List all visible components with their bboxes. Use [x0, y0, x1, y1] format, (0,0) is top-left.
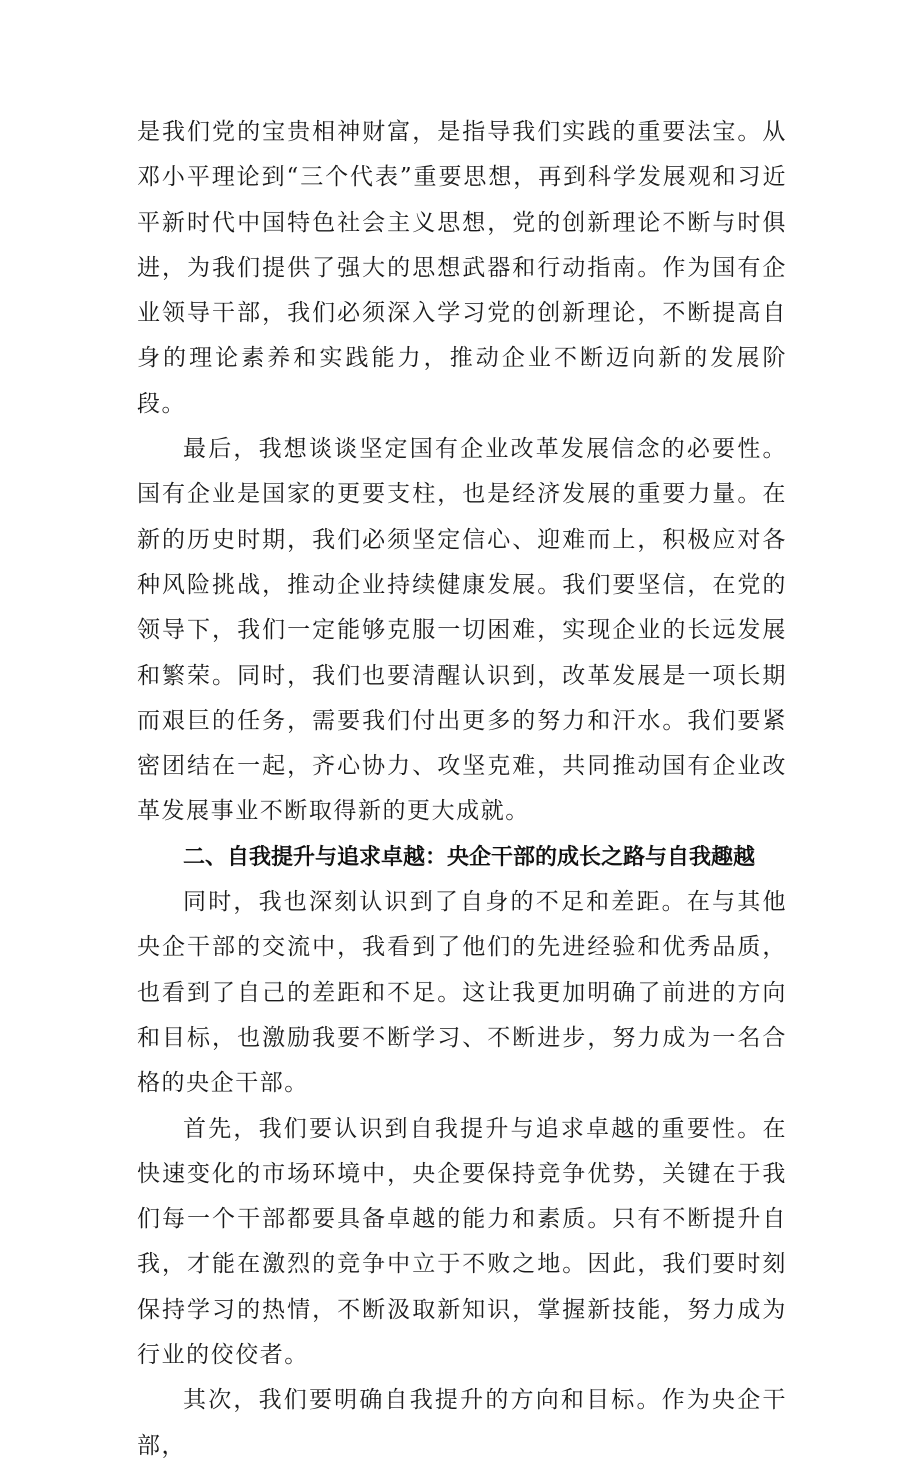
- paragraph-second-point: 其次，我们要明确自我提升的方向和目标。作为央企干部，: [137, 1387, 787, 1459]
- section-heading: 二、自我提升与追求卓越：央企干部的成长之路与自我趣越: [183, 844, 756, 870]
- paragraph-first-point: 首先，我们要认识到自我提升与追求卓越的重要性。在快速变化的市场环境中，央企要保持竞争优势，关键在于我们每一个干部都要具备卓越的能力和素质。只有不断提升自我，才能在激烈的竞争中立于不败之地。因此，我们要时刻保持学习的热情，不断汲取新知识，掌握新技能，努力成为行业的佼佼者。: [137, 1115, 787, 1369]
- paragraph-continued: 是我们党的宝贵相神财富，是指导我们实践的重要法宝。从邓小平理论到“三个代表”重要思想，再到科学发展观和习近平新时代中国特色社会主义思想，党的创新理论不断与时俱进，为我们提供了强大的思想武器和行动指南。作为国有企业领导干部，我们必须深入学习党的创新理论，不断提高自身的理论素养和实践能力，推动企业不断迈向新的发展阶段。: [137, 119, 787, 417]
- document-body: [137, 110, 787, 1469]
- paragraph-final-point: 最后，我想谈谈坚定国有企业改革发展信念的必要性。国有企业是国家的更要支柱，也是经济发展的重要力量。在新的历史时期，我们必须坚定信心、迎难而上，积极应对各种风险挑战，推动企业持续健康发展。我们要坚信，在党的领导下，我们一定能够克服一切困难，实现企业的长远发展和繁荣。同时，我们也要清醒认识到，改革发展是一项长期而艰巨的任务，需要我们付出更多的努力和汗水。我们要紧密团结在一起，齐心协力、攻坚克难，共同推动国有企业改革发展事业不断取得新的更大成就。: [137, 436, 787, 825]
- paragraph-self-awareness: 同时，我也深刻认识到了自身的不足和差距。在与其他央企干部的交流中，我看到了他们的先进经验和优秀品质，也看到了自己的差距和不足。这让我更加明确了前进的方向和目标，也激励我要不断学习、不断进步，努力成为一名合格的央企干部。: [137, 889, 787, 1097]
